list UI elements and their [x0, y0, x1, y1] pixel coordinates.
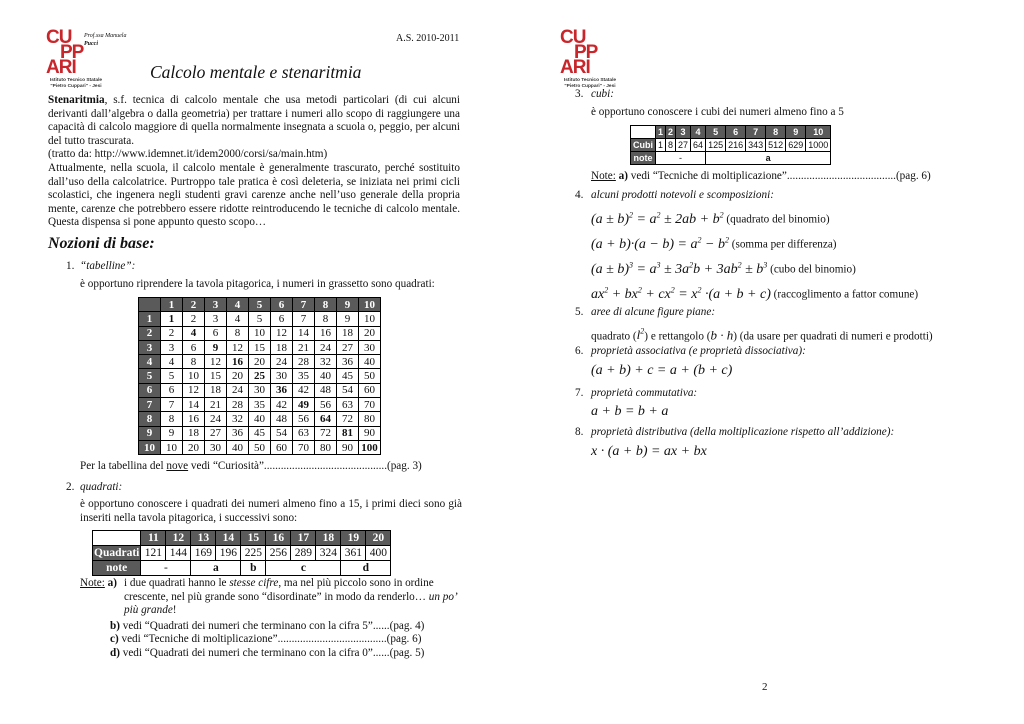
- table-header-cell: 15: [241, 531, 266, 546]
- table-cell: 36: [227, 426, 249, 440]
- table-row: [93, 546, 391, 561]
- table-row: [139, 383, 381, 397]
- table-header-cell: [139, 298, 161, 312]
- table-cell: 16: [315, 326, 337, 340]
- table-cell: 27: [205, 426, 227, 440]
- table-cell: 9: [337, 312, 359, 326]
- table-row-header: 10: [139, 440, 161, 454]
- table-row-header: 2: [139, 326, 161, 340]
- table-cell: 24: [271, 355, 293, 369]
- table-cell: 8: [227, 326, 249, 340]
- table-cell: 25: [249, 369, 271, 383]
- table-header-cell: 11: [141, 531, 166, 546]
- table-header-cell: 20: [366, 531, 391, 546]
- table-cell: 12: [183, 383, 205, 397]
- formula-associative: (a + b) + c = a + (b + c): [591, 363, 733, 378]
- table-cell: 289: [291, 546, 316, 561]
- table-header-cell: 10: [359, 298, 381, 312]
- item-3-text: è opportuno conoscere i cubi dei numeri almeno fino a 5: [591, 106, 844, 118]
- table-cell: 63: [337, 398, 359, 412]
- table-cell: 20: [227, 369, 249, 383]
- table-cell: 54: [337, 383, 359, 397]
- table-cell: 6: [271, 312, 293, 326]
- table-cell: 10: [161, 440, 183, 454]
- table-row: [139, 426, 381, 440]
- item-1-footer: Per la tabellina del nove vedi “Curiosità”............................................(pag. 3): [80, 460, 422, 472]
- table-cell: 121: [141, 546, 166, 561]
- table-cell: 5: [161, 369, 183, 383]
- table-row-header: 4: [139, 355, 161, 369]
- table-header-cell: 3: [676, 126, 691, 139]
- table-header-cell: 14: [216, 531, 241, 546]
- table-cell: 1: [161, 312, 183, 326]
- table-cell: 48: [271, 412, 293, 426]
- formula-3: $(a \pm b)^3 = a^3 \pm 3a^2b + 3ab^2 \pm b^3$ (cubo del binomio): [591, 260, 856, 277]
- table-cell: 18: [205, 383, 227, 397]
- item-6-label: proprietà associativa (e proprietà dissociativa):: [591, 345, 806, 357]
- table-header-cell: 1: [161, 298, 183, 312]
- table-row: [93, 561, 391, 576]
- item-2-notes: Note: a) i due quadrati hanno le stesse cifre, ma nel più piccolo sono in ordine crescente, nel più grande sono “disordinate” in modo da renderlo… un po’ più grande! b) vedi “Quadrati dei numeri che terminano con la cifra 5”......(pag. 4) c) vedi “Tecniche di moltiplicazione”.......................................(pag. 6) d) vedi “Quadrati dei numeri che terminano con la cifra 0”......(pag. 5): [80, 577, 457, 659]
- item-5-label: aree di alcune figure piane:: [591, 306, 716, 318]
- table-header-cell: 13: [191, 531, 216, 546]
- table-cell: 15: [249, 340, 271, 354]
- item-1-number: 1.: [66, 260, 75, 272]
- table-cell: 2: [183, 312, 205, 326]
- table-header-cell: 2: [183, 298, 205, 312]
- table-header-cell: 7: [746, 126, 766, 139]
- table-cell: 72: [315, 426, 337, 440]
- table-header-cell: 5: [249, 298, 271, 312]
- page-title: Calcolo mentale e stenaritmia: [150, 62, 362, 82]
- table-cell: 18: [183, 426, 205, 440]
- table-cell: 30: [271, 369, 293, 383]
- table-header-cell: 18: [316, 531, 341, 546]
- table-cell: 10: [359, 312, 381, 326]
- table-cell: 20: [359, 326, 381, 340]
- table-header-cell: 7: [293, 298, 315, 312]
- table-cell: 80: [315, 440, 337, 454]
- table-cell: 6: [161, 383, 183, 397]
- item-3-label: cubi:: [591, 88, 614, 100]
- table-cell: 256: [266, 546, 291, 561]
- table-cell: 40: [359, 355, 381, 369]
- table-cell: 32: [227, 412, 249, 426]
- intro-paragraph: Stenaritmia, s.f. tecnica di calcolo mentale che usa metodi particolari (di cui alcuni derivanti dall’algebra o dalla geometria) per trattare i numeri allo scopo di raggiungere una capacità di calcolo maggiore di quella normalmente insegnata a scuola o, peggio, per alcuni del tutto trascurata. (tratto da: http://www.idemnet.it/idem2000/corsi/sa/main.htm) Attualmente, nella scuola, il calcolo mentale è generalmente trascurato, perché sostituito dall’uso della calcolatrice. Purtroppo tale pratica è così deleteria, se iniziata nei primi cicli scolastici, che ingenera negli studenti gravi carenze anche nell’uso generale della propria mente, carenze che potrebbero essere ridotte reintroducendo le tecniche di calcolo mentale. Questa dispensa si pone appunto questo scopo…: [48, 94, 460, 229]
- table-header-cell: 1: [656, 126, 666, 139]
- table-cell: 18: [337, 326, 359, 340]
- item-7-label: proprietà commutativa:: [591, 387, 698, 399]
- table-cell: 10: [183, 369, 205, 383]
- table-cell: 36: [271, 383, 293, 397]
- table-row-header: 5: [139, 369, 161, 383]
- table-cell: 16: [227, 355, 249, 369]
- table-cell: 14: [293, 326, 315, 340]
- table-cell: 629: [786, 139, 806, 152]
- item-2-number: 2.: [66, 481, 75, 493]
- table-cell: 30: [249, 383, 271, 397]
- table-row-header: Cubi: [631, 139, 656, 152]
- table-cell: 8: [161, 412, 183, 426]
- table-cell: 1000: [806, 139, 831, 152]
- table-header-cell: 19: [341, 531, 366, 546]
- table-cell: 27: [337, 340, 359, 354]
- table-cell: 27: [676, 139, 691, 152]
- table-cell: 12: [227, 340, 249, 354]
- table-cell: 24: [227, 383, 249, 397]
- item-6-number: 6.: [575, 345, 584, 357]
- item-8-number: 8.: [575, 426, 584, 438]
- table-cell: c: [266, 561, 341, 576]
- table-cell: 60: [359, 383, 381, 397]
- table-cell: 400: [366, 546, 391, 561]
- table-cell: 125: [706, 139, 726, 152]
- table-row-header: note: [93, 561, 141, 576]
- table-cell: 50: [359, 369, 381, 383]
- table-cell: -: [141, 561, 191, 576]
- table-cell: 49: [293, 398, 315, 412]
- table-cell: 28: [293, 355, 315, 369]
- table-row: [139, 312, 381, 326]
- table-cell: 70: [293, 440, 315, 454]
- table-cell: 16: [183, 412, 205, 426]
- table-cell: 7: [161, 398, 183, 412]
- table-header-cell: 12: [166, 531, 191, 546]
- squares-table: [92, 530, 391, 576]
- item-7-number: 7.: [575, 387, 584, 399]
- table-row: [631, 152, 831, 165]
- table-cell: 40: [249, 412, 271, 426]
- table-cell: 8: [183, 355, 205, 369]
- table-cell: 20: [183, 440, 205, 454]
- table-cell: 35: [249, 398, 271, 412]
- table-cell: 12: [205, 355, 227, 369]
- table-cell: 343: [746, 139, 766, 152]
- table-header-cell: 2: [666, 126, 676, 139]
- school-logo-left: CU PP ARI Istituto Tecnico Statale "Pietro Cuppari" - Jesi: [46, 30, 118, 89]
- table-cell: 24: [205, 412, 227, 426]
- table-cell: 81: [337, 426, 359, 440]
- table-cell: 18: [271, 340, 293, 354]
- table-cell: 324: [316, 546, 341, 561]
- formula-4: $ax^2 + bx^2 + cx^2 = x^2 \cdot(a + b + c)$ (raccoglimento a fattor comune): [591, 285, 919, 302]
- item-3-note: Note: a) vedi “Tecniche di moltiplicazione”.......................................(pag. 6): [591, 170, 931, 182]
- table-cell: a: [706, 152, 831, 165]
- table-row: [139, 440, 381, 454]
- table-header-cell: 10: [806, 126, 831, 139]
- table-row: [139, 355, 381, 369]
- table-cell: 3: [205, 312, 227, 326]
- table-cell: 54: [271, 426, 293, 440]
- table-header-cell: 16: [266, 531, 291, 546]
- table-cell: 6: [183, 340, 205, 354]
- table-cell: 32: [315, 355, 337, 369]
- table-cell: 7: [293, 312, 315, 326]
- table-cell: 1: [656, 139, 666, 152]
- table-row: [139, 340, 381, 354]
- cubes-table: [630, 125, 831, 165]
- item-8-label: proprietà distributiva (della moltiplicazione rispetto all’addizione):: [591, 426, 895, 438]
- table-cell: 3: [161, 340, 183, 354]
- table-cell: 4: [227, 312, 249, 326]
- table-header-cell: 3: [205, 298, 227, 312]
- table-header-row: [631, 126, 831, 139]
- table-cell: 100: [359, 440, 381, 454]
- table-cell: 225: [241, 546, 266, 561]
- formula-1: $(a \pm b)^2 = a^2 \pm 2ab + b^2$ (quadrato del binomio): [591, 210, 830, 227]
- author: Prof.ssa Manuela Pucci: [84, 33, 127, 47]
- table-header-row: [93, 531, 391, 546]
- table-row-header: 7: [139, 398, 161, 412]
- table-cell: 8: [315, 312, 337, 326]
- table-cell: 72: [337, 412, 359, 426]
- table-cell: 169: [191, 546, 216, 561]
- table-cell: 144: [166, 546, 191, 561]
- school-year: A.S. 2010-2011: [396, 33, 460, 44]
- table-cell: 216: [726, 139, 746, 152]
- table-cell: 5: [249, 312, 271, 326]
- formula-commutative: a + b = b + a: [591, 404, 669, 419]
- table-row-header: 8: [139, 412, 161, 426]
- table-cell: 361: [341, 546, 366, 561]
- table-cell: -: [656, 152, 706, 165]
- table-cell: b: [241, 561, 266, 576]
- pythagorean-table: [138, 297, 381, 455]
- item-4-number: 4.: [575, 189, 584, 201]
- table-cell: 35: [293, 369, 315, 383]
- table-row-header: 3: [139, 340, 161, 354]
- table-cell: a: [191, 561, 241, 576]
- item-2-label: quadrati:: [80, 481, 123, 493]
- table-header-cell: 6: [726, 126, 746, 139]
- table-header-cell: 4: [227, 298, 249, 312]
- table-cell: 14: [183, 398, 205, 412]
- item-2-text: è opportuno conoscere i quadrati dei numeri almeno fino a 15, i primi dieci sono già inseriti nella tavola pitagorica, i successivi sono:: [80, 498, 462, 524]
- table-cell: 36: [337, 355, 359, 369]
- table-header-cell: 17: [291, 531, 316, 546]
- table-cell: 56: [293, 412, 315, 426]
- table-row-header: Quadrati: [94, 546, 140, 559]
- table-row-header: note: [631, 152, 656, 165]
- table-cell: 28: [227, 398, 249, 412]
- table-cell: 64: [315, 412, 337, 426]
- logo-letters: CU PP ARI: [46, 27, 84, 78]
- page-number: 2: [762, 681, 768, 693]
- table-header-cell: 9: [337, 298, 359, 312]
- table-cell: 21: [205, 398, 227, 412]
- table-cell: 40: [227, 440, 249, 454]
- table-cell: 20: [249, 355, 271, 369]
- table-cell: d: [341, 561, 391, 576]
- table-row: [139, 398, 381, 412]
- table-cell: 40: [315, 369, 337, 383]
- table-cell: 196: [216, 546, 241, 561]
- table-row: [139, 412, 381, 426]
- table-row-header: 1: [139, 312, 161, 326]
- item-5-number: 5.: [575, 306, 584, 318]
- table-cell: 12: [271, 326, 293, 340]
- item-4-label: alcuni prodotti notevoli e scomposizioni:: [591, 189, 774, 201]
- table-header-cell: 8: [315, 298, 337, 312]
- table-cell: 90: [337, 440, 359, 454]
- table-cell: 4: [161, 355, 183, 369]
- table-cell: 42: [271, 398, 293, 412]
- table-header-cell: 8: [766, 126, 786, 139]
- table-cell: 6: [205, 326, 227, 340]
- table-cell: 60: [271, 440, 293, 454]
- school-logo-right: CU PP ARI Istituto Tecnico Statale "Pietro Cuppari" - Jesi: [560, 27, 617, 89]
- table-cell: 8: [666, 139, 676, 152]
- table-cell: 90: [359, 426, 381, 440]
- table-cell: 45: [337, 369, 359, 383]
- table-header-cell: 9: [786, 126, 806, 139]
- table-cell: 15: [205, 369, 227, 383]
- table-row: [139, 326, 381, 340]
- table-cell: 30: [205, 440, 227, 454]
- table-cell: 24: [315, 340, 337, 354]
- table-row: [139, 369, 381, 383]
- table-cell: 80: [359, 412, 381, 426]
- table-row-header: 9: [139, 426, 161, 440]
- table-cell: 4: [183, 326, 205, 340]
- table-cell: 48: [315, 383, 337, 397]
- table-cell: 42: [293, 383, 315, 397]
- table-header-cell: 6: [271, 298, 293, 312]
- table-corner-cell: [631, 126, 656, 139]
- item-1-text: è opportuno riprendere la tavola pitagorica, i numeri in grassetto sono quadrati:: [80, 278, 435, 290]
- item-1-label: “tabelline”:: [80, 260, 136, 272]
- table-cell: 9: [205, 340, 227, 354]
- table-cell: 64: [691, 139, 706, 152]
- table-cell: 45: [249, 426, 271, 440]
- table-header-cell: 4: [691, 126, 706, 139]
- table-cell: 30: [359, 340, 381, 354]
- table-corner-cell: [93, 531, 141, 546]
- table-cell: 63: [293, 426, 315, 440]
- item-3-number: 3.: [575, 88, 584, 100]
- table-cell: 21: [293, 340, 315, 354]
- item-5-text: quadrato $(l^2)$ e rettangolo (b · h) (da usare per quadrati di numeri e prodotti): [591, 327, 933, 343]
- formula-2: $(a + b)\cdot(a - b) = a^2 - b^2$ (somma per differenza): [591, 235, 837, 252]
- table-cell: 2: [161, 326, 183, 340]
- table-header-row: [139, 298, 381, 312]
- table-row-header: 6: [139, 383, 161, 397]
- table-cell: 50: [249, 440, 271, 454]
- formula-distributive: x · (a + b) = ax + bx: [591, 444, 707, 459]
- table-cell: 56: [315, 398, 337, 412]
- table-header-cell: 5: [706, 126, 726, 139]
- table-cell: 9: [161, 426, 183, 440]
- table-cell: 10: [249, 326, 271, 340]
- table-cell: 512: [766, 139, 786, 152]
- table-cell: 70: [359, 398, 381, 412]
- section-title: Nozioni di base:: [48, 235, 155, 252]
- table-row: [631, 139, 831, 152]
